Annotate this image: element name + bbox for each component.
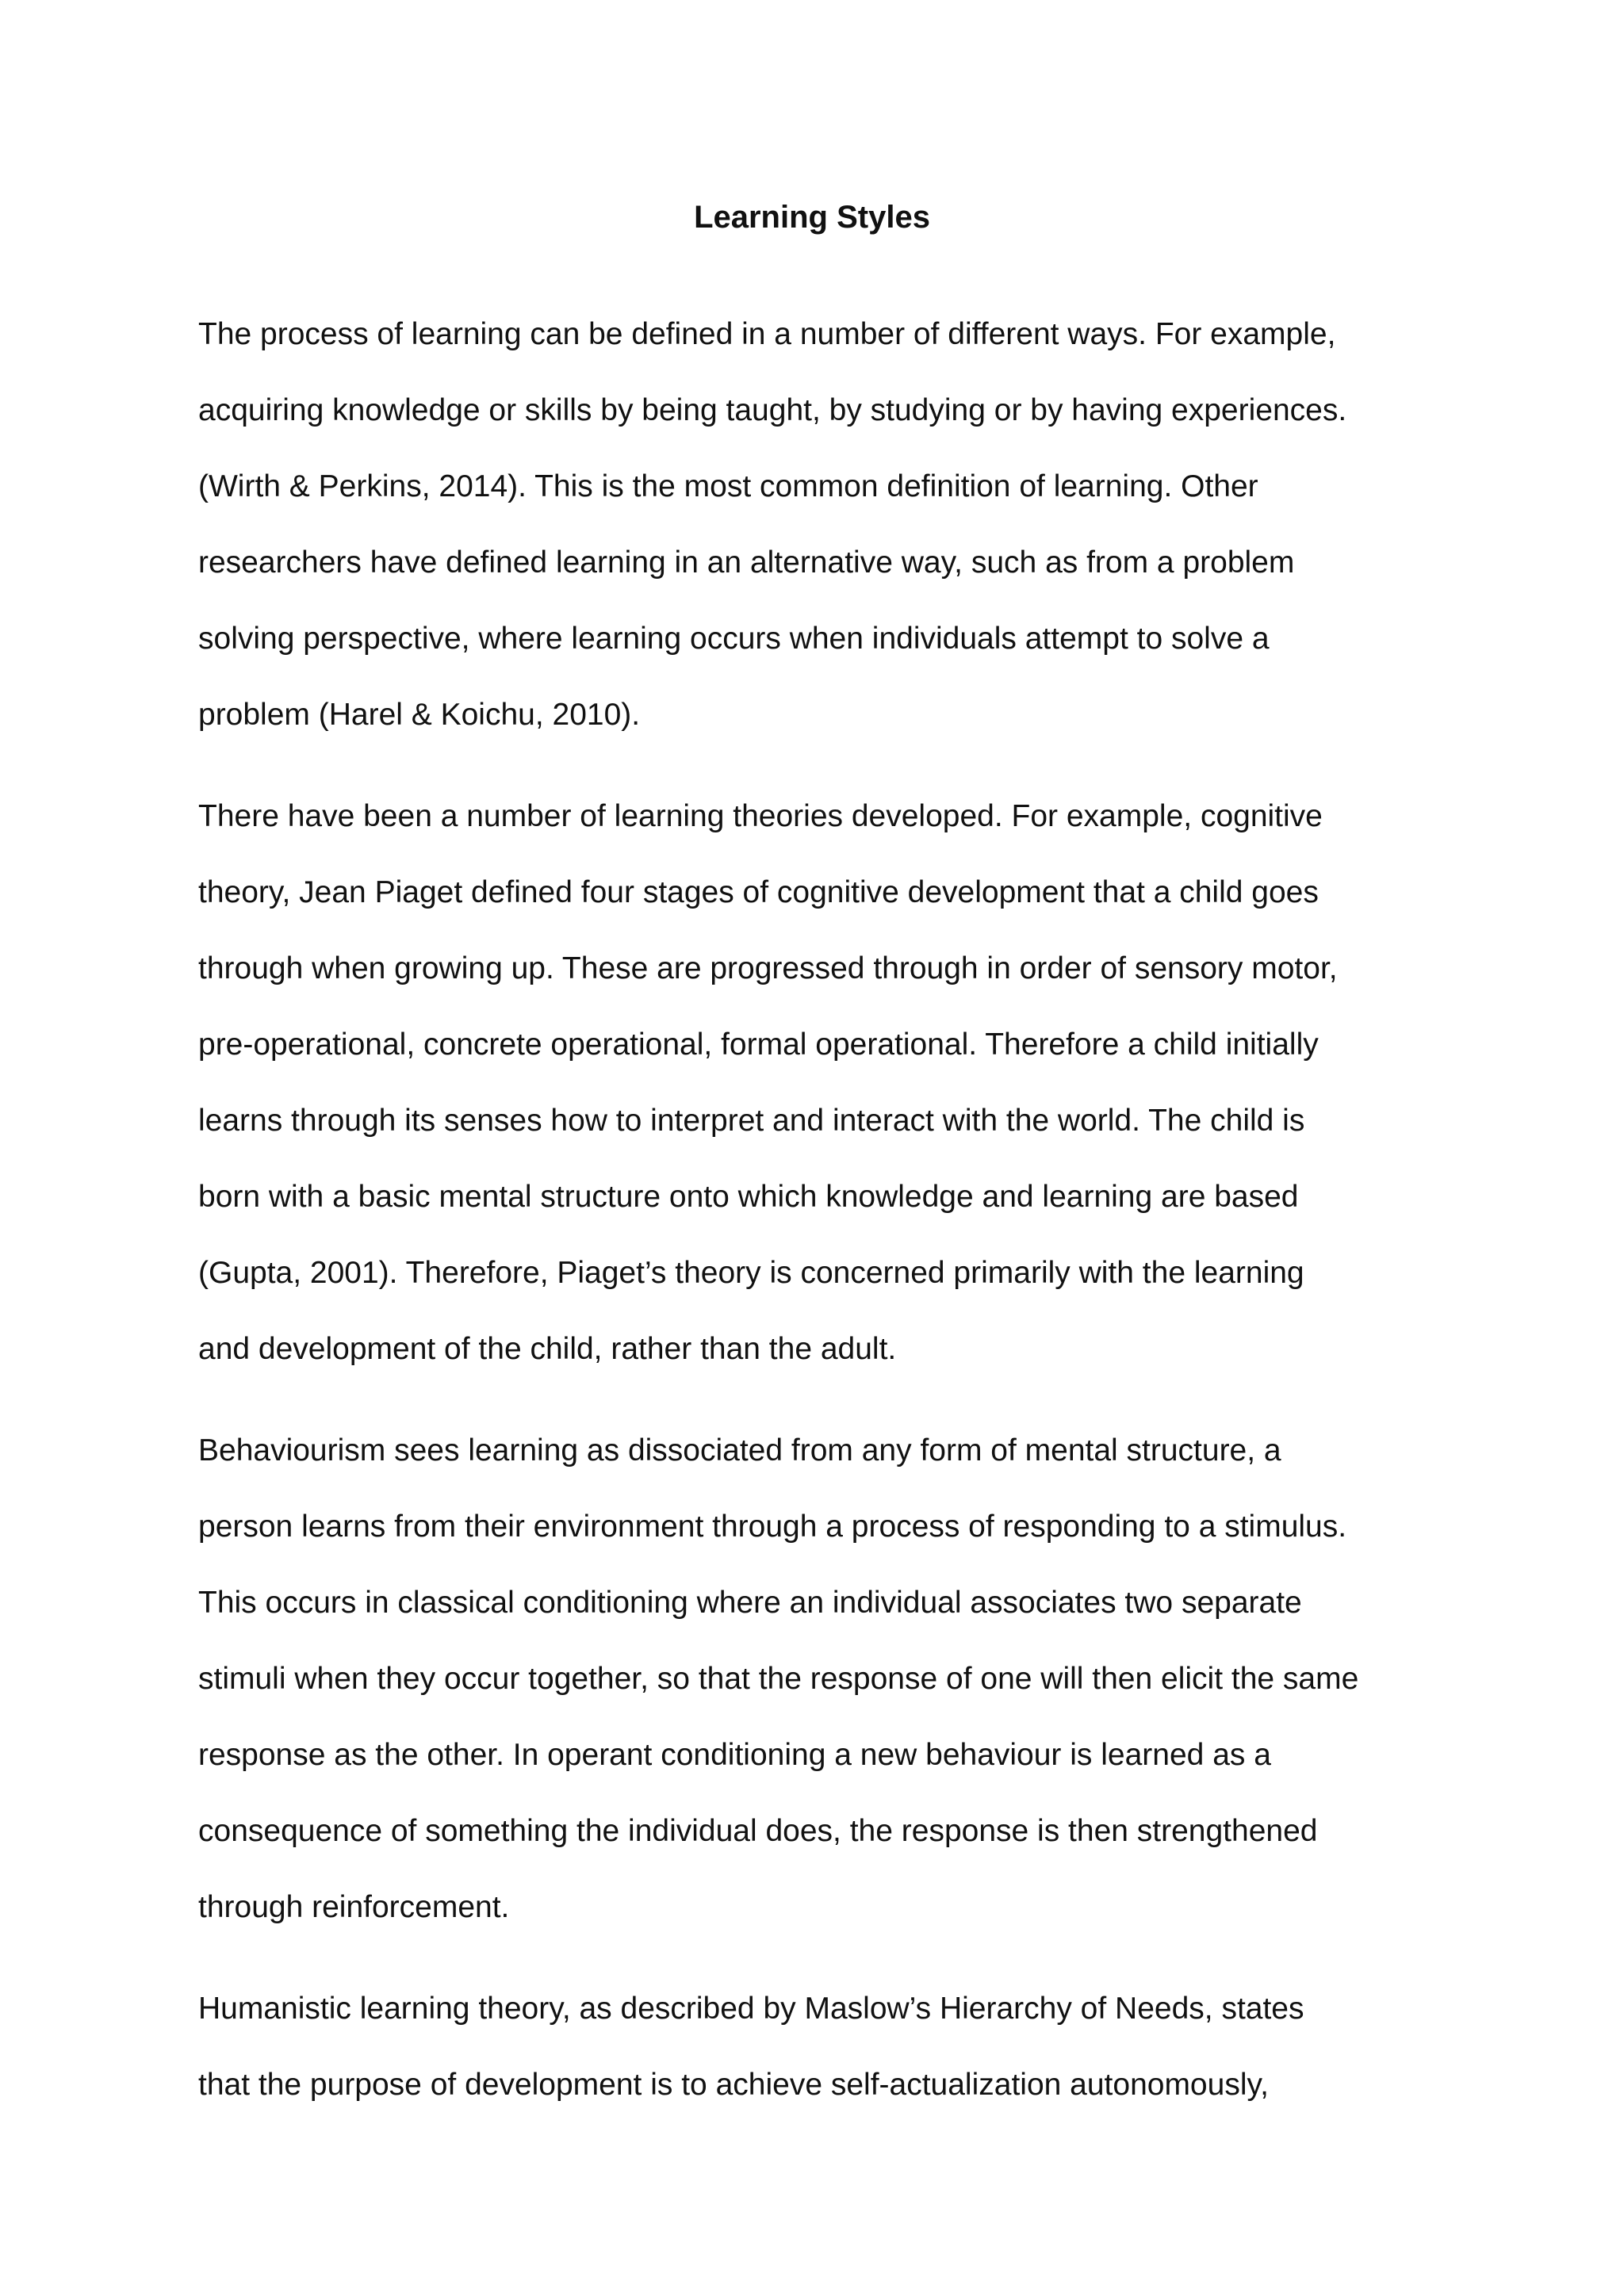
paragraph-line: researchers have defined learning in an alternative way, such as from a problem — [198, 545, 1295, 580]
paragraph-line: that the purpose of development is to achieve self-actualization autonomously, — [198, 2068, 1269, 2102]
paragraph-1 — [198, 297, 1451, 753]
paragraph-line: through when growing up. These are progressed through in order of sensory motor, — [198, 951, 1338, 985]
document-title: Learning Styles — [694, 200, 930, 235]
paragraph-line: Humanistic learning theory, as described by Maslow’s Hierarchy of Needs, states — [198, 1992, 1304, 2026]
paragraph-line: response as the other. In operant conditioning a new behaviour is learned as a — [198, 1738, 1271, 1772]
paragraph-line: problem (Harel & Koichu, 2010). — [198, 698, 641, 732]
paragraph-line: pre-operational, concrete operational, formal operational. Therefore a child initially — [198, 1027, 1319, 1062]
paragraph-line: acquiring knowledge or skills by being taught, by studying or by having experiences. — [198, 393, 1347, 427]
paragraph-line: born with a basic mental structure onto which knowledge and learning are based — [198, 1180, 1299, 1214]
paragraph-line: (Gupta, 2001). Therefore, Piaget’s theory is concerned primarily with the learning — [198, 1256, 1304, 1290]
paragraph-line: This occurs in classical conditioning where an individual associates two separate — [198, 1586, 1302, 1620]
paragraph-line: There have been a number of learning theories developed. For example, cognitive — [198, 799, 1323, 833]
paragraph-line: and development of the child, rather than the adult. — [198, 1332, 897, 1366]
paragraph-line: solving perspective, where learning occurs when individuals attempt to solve a — [198, 622, 1270, 656]
paragraph-line: The process of learning can be defined in a number of different ways. For example, — [198, 317, 1336, 351]
paragraph-line: theory, Jean Piaget defined four stages of cognitive development that a child goes — [198, 875, 1319, 909]
paragraph-line: person learns from their environment through a process of responding to a stimulus. — [198, 1510, 1347, 1544]
paragraph-line: Behaviourism sees learning as dissociated from any form of mental structure, a — [198, 1433, 1281, 1468]
paragraph-line: (Wirth & Perkins, 2014). This is the most common definition of learning. Other — [198, 469, 1258, 503]
paragraph-3 — [198, 1413, 1451, 1946]
document-body — [198, 297, 1451, 2149]
paragraph-line: through reinforcement. — [198, 1890, 510, 1924]
paragraph-line: stimuli when they occur together, so that the response of one will then elicit the same — [198, 1662, 1359, 1696]
paragraph-4 — [198, 1971, 1451, 2123]
paragraph-2 — [198, 779, 1451, 1387]
paragraph-line: consequence of something the individual does, the response is then strengthened — [198, 1814, 1318, 1848]
paragraph-line: learns through its senses how to interpret and interact with the world. The child is — [198, 1104, 1305, 1138]
